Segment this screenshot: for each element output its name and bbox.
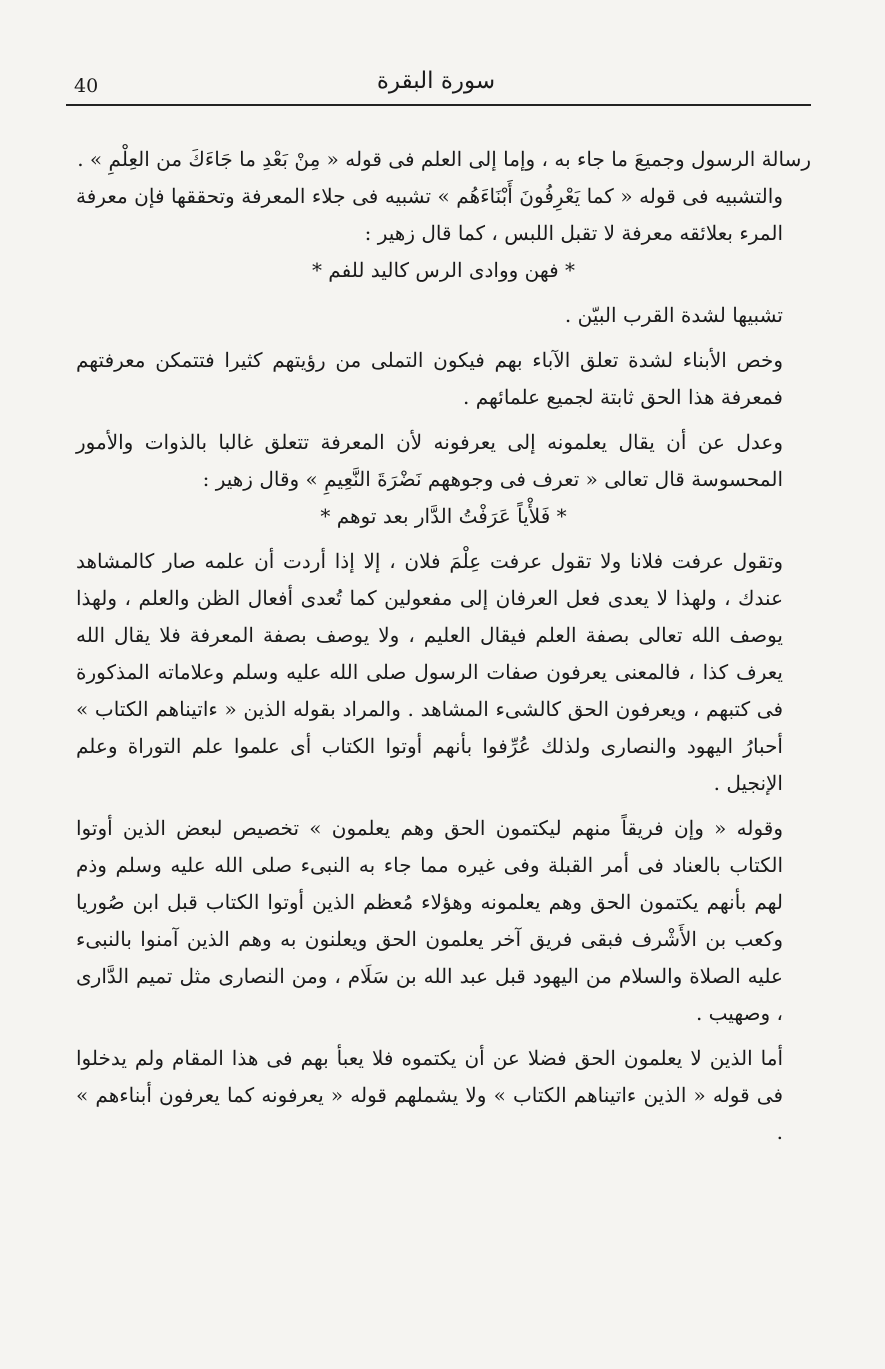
paragraph-3: تشبيها لشدة القرب البيّن . bbox=[564, 303, 783, 327]
spacer bbox=[76, 289, 811, 297]
paragraph-6: وتقول عرفت فلانا ولا تقول عرفت عِلْمَ فلان ، إلا إذا أردت أن علمه صار كالمشاهد عندك ، ولهذا لا يعدى فعل العرفان إلى مفعولين كما تُعدى أفعال الظن والعلم ، ولهذا يوصف الله تعالى بصفة العلم فيقال العليم ، ولا يوصف بصفة المعرفة فلا يقال الله يعرف كذا ، فالمعنى يعرفون صفات الرسول صلى الله عليه وسلم وعلاماته المذكورة فى كتبهم ، ويعرفون الحق كالشىء المشاهد . والمراد بقوله الذين « ءاتيناهم الكتاب » أحبارُ اليهود والنصارى ولذلك عُرِّفوا بأنهم أوتوا الكتاب أى علموا علم التوراة وعلم الإنجيل . bbox=[76, 549, 784, 795]
header-rule bbox=[66, 104, 811, 106]
page-header bbox=[66, 62, 811, 106]
paragraph-4: وخص الأبناء لشدة تعلق الآباء بهم فيكون التملى من رؤيتهم كثيرا فتتمكن معرفتهم فمعرفة هذا الحق ثابتة لجميع علمائهم . bbox=[76, 348, 783, 409]
spacer bbox=[76, 334, 811, 342]
page-number: 40 bbox=[74, 75, 99, 97]
paragraph-5: وعدل عن أن يقال يعلمونه إلى يعرفونه لأن المعرفة تتعلق غالبا بالذوات والأمور المحسوسة قال تعالى « تعرف فى وجوههم نَضْرَةَ النَّعِيمِ » وقال زهير : bbox=[76, 430, 783, 491]
spacer bbox=[76, 802, 811, 810]
spacer bbox=[76, 535, 811, 543]
body-text bbox=[76, 141, 811, 1151]
paragraph-1: رسالة الرسول وجميعَ ما جاء به ، وإما إلى العلم فى قوله « مِنْ بَعْدِ ما جَاءَكَ من العِلْمِ » . bbox=[77, 147, 811, 171]
paragraph-2: والتشبيه فى قوله « كما يَعْرِفُونَ أَبْنَاءَهُم » تشبيه فى جلاء المعرفة وتحققها فإن معرفة المرء بعلائقه معرفة لا تقبل اللبس ، كما قال زهير : bbox=[76, 184, 783, 245]
spacer bbox=[76, 416, 811, 424]
running-title: سورة البقرة bbox=[376, 68, 496, 94]
paragraph-8: أما الذين لا يعلمون الحق فضلا عن أن يكتموه فلا يعبأ بهم فى هذا المقام ولم يدخلوا فى قوله « الذين ءاتيناهم الكتاب » ولا يشملهم قوله « يعرفونه كما يعرفون أبناءهم » . bbox=[76, 1046, 783, 1144]
verse-2: * فَلأْياً عَرَفْتُ الدَّار بعد توهم * bbox=[320, 504, 567, 528]
paragraph-7: وقوله « وإن فريقاً منهم ليكتمون الحق وهم يعلمون » تخصيص لبعض الذين أوتوا الكتاب بالعناد فى أمر القبلة وفى غيره مما جاء به النبىء صلى الله عليه وسلم وذم لهم بأنهم يكتمون الحق وهم يعلمونه وهؤلاء مُعظم الذين أوتوا الكتاب قبل ابن صُوريا وكعب بن الأَشْرف فبقى فريق آخر يعلمون الحق ويعلنون به وهم الذين آمنوا بالنبىء عليه الصلاة والسلام من اليهود قبل عبد الله بن سَلَام ، ومن النصارى مثل تميم الدَّارى ، وصهيب . bbox=[76, 816, 784, 1025]
verse-1: * فهن ووادى الرس كاليد للفم * bbox=[311, 258, 576, 282]
spacer bbox=[76, 1032, 811, 1040]
